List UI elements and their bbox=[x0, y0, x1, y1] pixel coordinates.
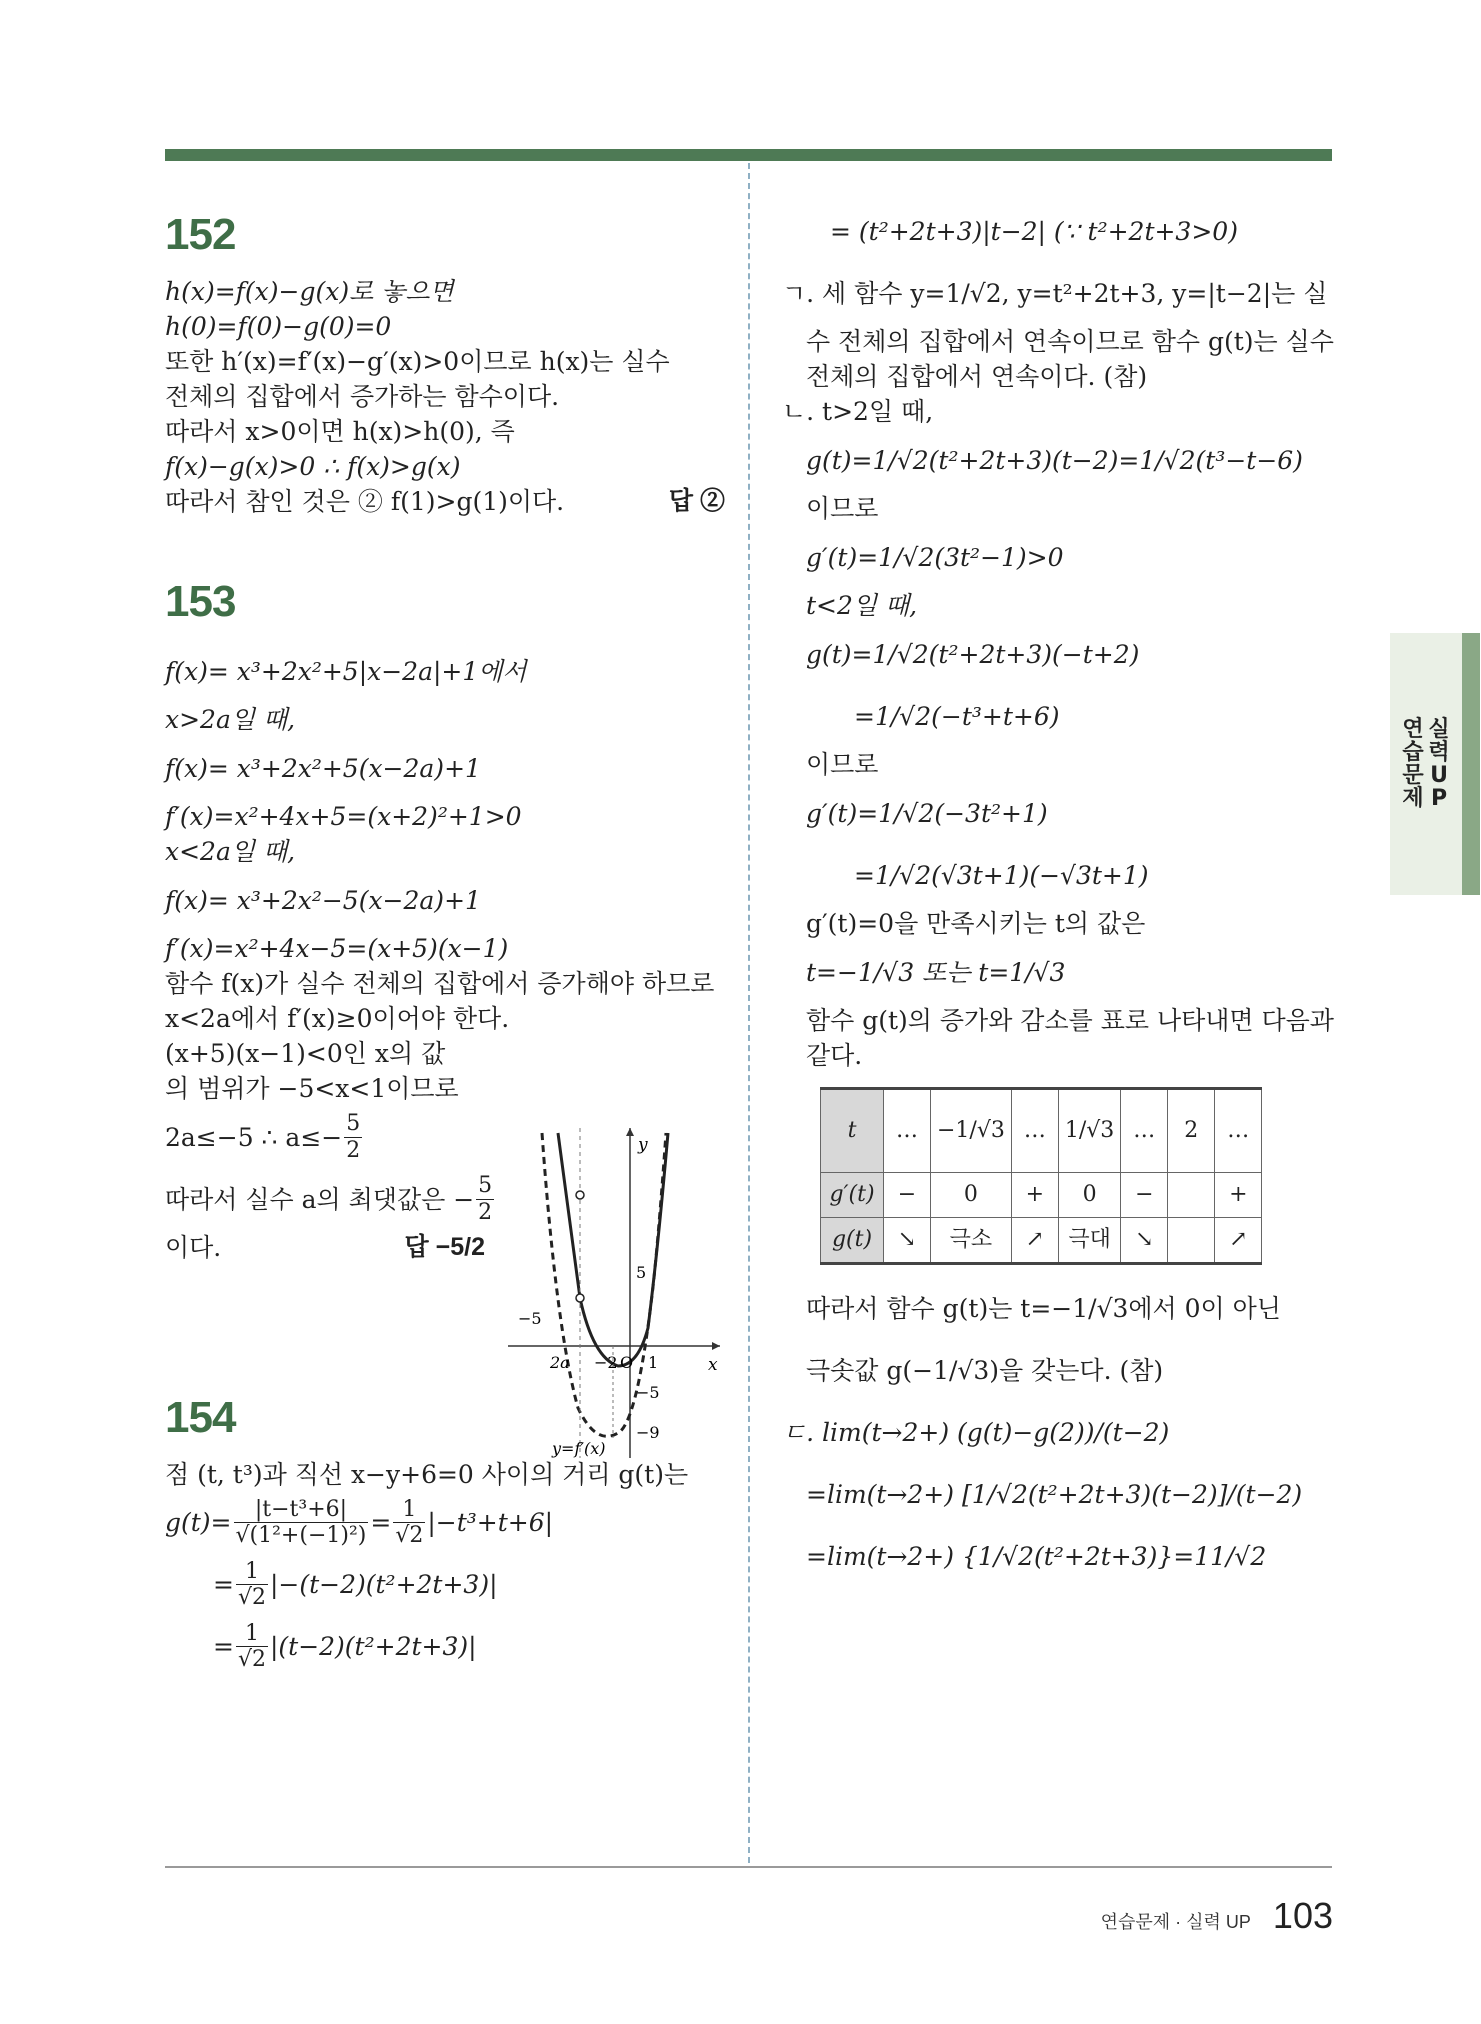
r-line: g(t)=1/√2(t²+2t+3)(−t+2) bbox=[806, 639, 1140, 669]
table-cell: 2 bbox=[1168, 1089, 1215, 1173]
table-cell: ↗ bbox=[1011, 1218, 1058, 1264]
label-neg5: −5 bbox=[518, 1309, 542, 1328]
p152-line: 따라서 참인 것은 ② f(1)>g(1)이다. bbox=[165, 486, 565, 516]
table-cell: … bbox=[1011, 1089, 1058, 1173]
table-cell: ↘ bbox=[1121, 1218, 1168, 1264]
r-line: ㄱ. 세 함수 y=1/√2, y=t²+2t+3, y=|t−2|는 실 bbox=[782, 278, 1328, 308]
r-line: 극솟값 g(−1/√3)을 갖는다. (참) bbox=[806, 1355, 1164, 1385]
table-cell: … bbox=[1215, 1089, 1262, 1173]
fraction: $\frac{5}{2}$ bbox=[478, 1173, 493, 1225]
curve-label: y=f′(x) bbox=[552, 1439, 606, 1458]
side-tab-label: 연 실 습 력 문 U 제 P bbox=[1402, 716, 1450, 812]
p153-line: (x+5)(x−1)<0인 x의 값 bbox=[165, 1039, 446, 1069]
r-line: =1/√2(−t³+t+6) bbox=[854, 701, 1060, 731]
label-neg9: −9 bbox=[636, 1423, 660, 1442]
r-line: =lim(t→2+) [1/√2(t²+2t+3)(t−2)]/(t−2) bbox=[806, 1479, 1303, 1509]
footer-section-title: 연습문제 · 실력 UP bbox=[1100, 1912, 1251, 1932]
origin-label: O bbox=[620, 1353, 634, 1372]
table-cell bbox=[1168, 1173, 1215, 1218]
r-line: ㄴ. t>2일 때, bbox=[782, 397, 934, 426]
r-line: =lim(t→2+) {1/√2(t²+2t+3)}=11/√2 bbox=[806, 1541, 1267, 1571]
bottom-rule bbox=[165, 1866, 1332, 1868]
derivative-graph bbox=[508, 1128, 720, 1458]
label-5: 5 bbox=[636, 1263, 647, 1282]
curve-f-prime-upper bbox=[558, 1133, 668, 1366]
label-1: 1 bbox=[648, 1353, 659, 1372]
r-line: 전체의 집합에서 연속이다. (참) bbox=[806, 362, 1148, 391]
table-row bbox=[821, 1218, 1262, 1264]
table-cell bbox=[1168, 1218, 1215, 1264]
table-cell: − bbox=[1121, 1173, 1168, 1218]
table-cell: 1/√3 bbox=[1058, 1089, 1120, 1173]
fraction: $\frac{\text{|t−t³+6|}}{\text{√(1²+(−1)²)}}$ bbox=[235, 1496, 367, 1549]
table-cell: g′(t) bbox=[821, 1173, 884, 1218]
table-cell: 0 bbox=[931, 1173, 1012, 1218]
y-axis-arrow bbox=[626, 1128, 634, 1136]
p153-line: x<2a에서 f′(x)≥0이어야 한다. bbox=[165, 1004, 510, 1034]
r-line: = (t²+2t+3)|t−2| (∵ t²+2t+3>0) bbox=[830, 216, 1238, 246]
table-cell: ↗ bbox=[1215, 1218, 1262, 1264]
p153-answer: 답 −5/2 bbox=[404, 1233, 485, 1262]
p153-line: f′(x)=x²+4x+5=(x+2)²+1>0 bbox=[165, 802, 522, 832]
p152-line: 전체의 집합에서 증가하는 함수이다. bbox=[165, 381, 560, 411]
fraction: $\frac{5}{2}$ bbox=[346, 1111, 361, 1163]
label-2a: 2a bbox=[550, 1353, 570, 1372]
fraction: $\frac{1}{√2}$ bbox=[395, 1496, 424, 1549]
table-cell: g(t) bbox=[821, 1218, 884, 1264]
r-line: 따라서 함수 g(t)는 t=−1/√3에서 0이 아닌 bbox=[806, 1293, 1281, 1323]
p154-line: 점 (t, t³)과 직선 x−y+6=0 사이의 거리 g(t)는 bbox=[165, 1459, 689, 1489]
p152-line: 또한 h′(x)=f′(x)−g′(x)>0이므로 h(x)는 실수 bbox=[165, 346, 670, 376]
p153-line: 의 범위가 −5<x<1이므로 bbox=[165, 1074, 459, 1104]
y-label: y bbox=[638, 1135, 648, 1155]
p152-line: h(x)=f(x)−g(x)로 놓으면 bbox=[165, 276, 454, 306]
table-cell: … bbox=[1121, 1089, 1168, 1173]
r-line: t<2일 때, bbox=[806, 591, 918, 620]
fraction: $\frac{1}{√2}$ bbox=[237, 1558, 266, 1611]
r-line: 이므로 bbox=[806, 750, 879, 779]
p152-line: f(x)−g(x)>0 ∴ f(x)>g(x) bbox=[165, 451, 461, 481]
r-line: g′(t)=1/√2(3t²−1)>0 bbox=[806, 542, 1064, 572]
table-cell: − bbox=[884, 1173, 931, 1218]
table-cell: 극소 bbox=[931, 1218, 1012, 1264]
p152-conclusion bbox=[165, 484, 725, 519]
p153-line: x>2a일 때, bbox=[165, 705, 296, 735]
table-cell: t bbox=[821, 1089, 884, 1173]
section-side-tab bbox=[1390, 633, 1480, 895]
p152-answer: 답 ② bbox=[668, 486, 725, 515]
r-line: g(t)=1/√2(t²+2t+3)(t−2)=1/√2(t³−t−6) bbox=[806, 445, 1303, 475]
label-neg5-y: −5 bbox=[636, 1383, 660, 1402]
side-tab-inner bbox=[1390, 633, 1462, 895]
column-divider bbox=[748, 163, 750, 1863]
p153-line: x<2a일 때, bbox=[165, 837, 296, 867]
p154-line: = $\frac{1}{√2}$ |(t−2)(t²+2t+3)| bbox=[213, 1620, 477, 1673]
r-line: 이므로 bbox=[806, 494, 879, 523]
r-line: 수 전체의 집합에서 연속이므로 함수 g(t)는 실수 bbox=[806, 327, 1334, 356]
table-cell: + bbox=[1215, 1173, 1262, 1218]
p152-line: 따라서 x>0이면 h(x)>h(0), 즉 bbox=[165, 416, 515, 446]
x-label: x bbox=[708, 1355, 718, 1375]
table-row bbox=[821, 1089, 1262, 1173]
problem-number-153: 153 bbox=[165, 576, 236, 626]
increase-decrease-table bbox=[820, 1087, 1262, 1265]
table-cell: 극대 bbox=[1058, 1218, 1120, 1264]
page-footer bbox=[1101, 1895, 1333, 1937]
p154-line: g(t)= $\frac{\text{|t−t³+6|}}{\text{√(1²+(−1)²)}}$ = $\frac{1}{√2}$ |−t³+t+6| bbox=[165, 1496, 554, 1549]
r-line: g′(t)=1/√2(−3t²+1) bbox=[806, 798, 1048, 828]
r-line: ㄷ. lim(t→2+) (g(t)−g(2))/(t−2) bbox=[782, 1417, 1170, 1447]
p153-line: f(x)= x³+2x²+5|x−2a|+1에서 bbox=[165, 656, 527, 686]
p153-line: f(x)= x³+2x²+5(x−2a)+1 bbox=[165, 753, 481, 783]
label-neg2: −2 bbox=[594, 1353, 618, 1372]
fraction: $\frac{1}{√2}$ bbox=[237, 1620, 266, 1673]
x-axis-arrow bbox=[712, 1342, 720, 1350]
right-column bbox=[782, 200, 1334, 1587]
p152-line: h(0)=f(0)−g(0)=0 bbox=[165, 311, 392, 341]
table-cell: … bbox=[884, 1089, 931, 1173]
table-cell: ↘ bbox=[884, 1218, 931, 1264]
r-line: 같다. bbox=[806, 1041, 863, 1070]
p153-line: 함수 f(x)가 실수 전체의 집합에서 증가해야 하므로 bbox=[165, 969, 715, 999]
r-line: g′(t)=0을 만족시키는 t의 값은 bbox=[806, 909, 1146, 938]
r-line: =1/√2(√3t+1)(−√3t+1) bbox=[854, 860, 1149, 890]
table-row bbox=[821, 1173, 1262, 1218]
table-cell: −1/√3 bbox=[931, 1089, 1012, 1173]
p153-line: 따라서 실수 a의 최댓값은 − $\frac{5}{2}$ bbox=[165, 1173, 493, 1225]
p153-line: 2a≤−5 ∴ a≤− $\frac{5}{2}$ bbox=[165, 1111, 361, 1163]
problem-number-154: 154 bbox=[165, 1393, 236, 1443]
r-line: 함수 g(t)의 증가와 감소를 표로 나타내면 다음과 bbox=[806, 1006, 1334, 1035]
point-open-top bbox=[576, 1191, 584, 1199]
p153-line: f(x)= x³+2x²−5(x−2a)+1 bbox=[165, 885, 481, 915]
problem-number-152: 152 bbox=[165, 210, 236, 259]
point-open bbox=[576, 1294, 584, 1302]
top-rule bbox=[165, 149, 1332, 161]
page-number: 103 bbox=[1272, 1895, 1333, 1936]
p153-conclusion: 이다. 답 −5/2 bbox=[165, 1230, 485, 1265]
r-line: t=−1/√3 또는 t=1/√3 bbox=[806, 957, 1066, 987]
table-cell: 0 bbox=[1058, 1173, 1120, 1218]
table-cell: + bbox=[1011, 1173, 1058, 1218]
p154-line: = $\frac{1}{√2}$ |−(t−2)(t²+2t+3)| bbox=[213, 1558, 498, 1611]
p153-line: f′(x)=x²+4x−5=(x+5)(x−1) bbox=[165, 934, 509, 964]
